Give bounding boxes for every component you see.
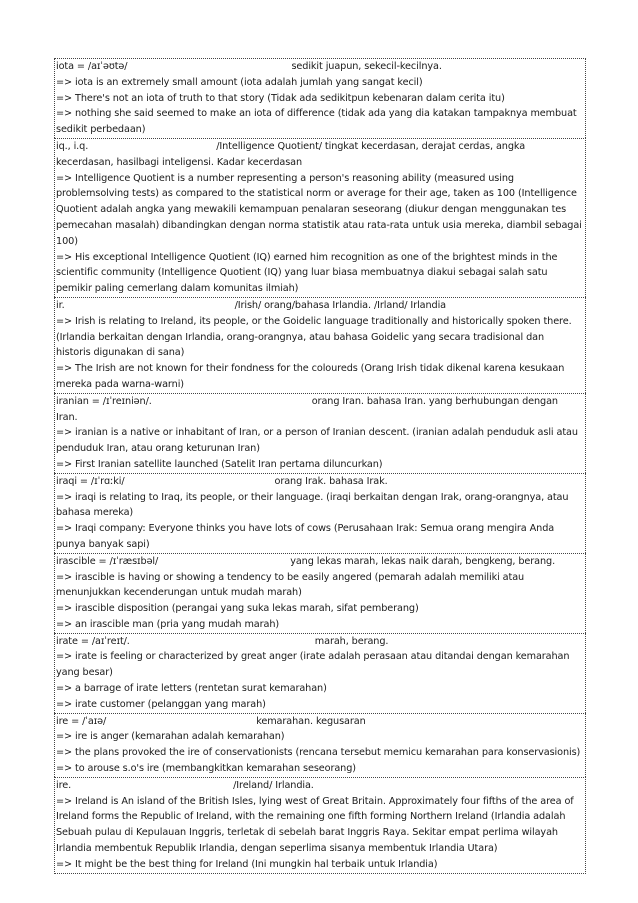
entry-text-line: problemsolving tests) as compared to the statistical norm or average for their age, taken as 100 (Intelligence	[56, 188, 577, 200]
entry-example-line: => The Irish are not known for their fondness for the coloureds (Orang Irish tidak dikenal karena kesukaan	[56, 363, 565, 375]
entry-example-line: => a barrage of irate letters (rentetan surat kemarahan)	[56, 683, 327, 695]
entry-text-line: punya banyak sapi)	[56, 538, 150, 550]
entry-text-line: kecerdasan, hasilbagi inteligensi. Kadar kecerdasan	[56, 156, 303, 168]
entry-text-line: Ireland forms the Republic of Ireland, with the remaining one fifth forming Northern Ireland (Irlandia adalah	[56, 811, 566, 823]
entry-term: iranian = /ɪˈreɪniən/.	[56, 395, 152, 407]
entry-example-line: => It might be the best thing for Ireland (Ini mungkin hal terbaik untuk Irlandia)	[56, 858, 438, 870]
entry-example-line: => irate customer (pelanggan yang marah)	[56, 698, 266, 710]
entry-text-line: Sebuah pulau di Kepulauan Inggris, terletak di sebelah barat Inggris Raya. Sekitar empat perlima wilayah	[56, 827, 558, 839]
headline-spacer	[106, 714, 256, 730]
entry-term: iq., i.q.	[56, 140, 89, 152]
headline-spacer	[152, 394, 312, 410]
dictionary-entry	[54, 713, 586, 777]
entry-translation: /Irish/ orang/bahasa Irlandia. /Irland/ Irlandia	[234, 299, 447, 311]
entry-text-line: penduduk Iran, atau orang keturunan Iran)	[56, 443, 260, 455]
entry-example-line: => irate is feeling or characterized by great anger (irate adalah perasaan atau ditandai dengan kemarahan	[56, 651, 570, 663]
dictionary-entry	[54, 138, 586, 297]
entry-text-line: sedikit perbedaan)	[56, 124, 146, 136]
entry-headline	[56, 474, 584, 490]
entry-term: iota = /aɪˈəʊtə/	[56, 61, 128, 72]
entry-example-line: => irascible is having or showing a tendency to be easily angered (pemarah adalah memiliki atau	[56, 571, 525, 583]
entry-text-line: bahasa mereka)	[56, 507, 134, 519]
entry-translation: /Intelligence Quotient/ tingkat kecerdasan, derajat cerdas, angka	[216, 140, 526, 152]
headline-spacer	[71, 778, 233, 794]
entry-example-line: => Ireland is An island of the British Isles, lying west of Great Britain. Approximately four fifths of the area of	[56, 795, 574, 807]
entry-text-line: 100)	[56, 235, 78, 247]
entry-headline	[56, 139, 584, 155]
headline-spacer	[88, 139, 216, 155]
entry-headline	[56, 554, 584, 570]
dictionary-page	[54, 58, 586, 874]
entry-text-line: historis digunakan di sana)	[56, 347, 185, 359]
entry-example-line: => an irascible man (pria yang mudah marah)	[56, 618, 280, 630]
entry-translation: yang lekas marah, lekas naik darah, bengkeng, berang.	[290, 555, 556, 567]
entry-term: ir.	[56, 299, 65, 311]
entry-translation: orang Irak. bahasa Irak.	[274, 475, 388, 487]
dictionary-entry	[54, 297, 586, 393]
entry-text-line: mereka pada warna-warni)	[56, 378, 184, 390]
entry-example-line: => There's not an iota of truth to that story (Tidak ada sedikitpun kebenaran dalam cerita itu)	[56, 92, 505, 104]
dictionary-entry	[54, 633, 586, 713]
entry-translation: /Ireland/ Irlandia.	[233, 779, 314, 791]
entry-text-line: Iran.	[56, 411, 78, 423]
dictionary-entry	[54, 777, 586, 874]
entry-text-line: pemecahan masalah) dibandingkan dengan norma statistik atau rata-rata untuk usia mereka, diambil sebagai	[56, 219, 582, 231]
entry-headline	[56, 394, 584, 410]
entry-term: ire.	[56, 779, 72, 791]
headline-spacer	[65, 298, 235, 314]
headline-spacer	[130, 634, 315, 650]
entry-example-line: => First Iranian satellite launched (Satelit Iran pertama diluncurkan)	[56, 458, 383, 470]
entry-term: irate = /aɪˈreɪt/.	[56, 635, 130, 647]
entry-translation: kemarahan. kegusaran	[256, 715, 366, 727]
entry-term: irascible = /ɪˈræsɪbəl/	[56, 555, 159, 567]
entry-text-line: (Irlandia berkaitan dengan Irlandia, orang-orangnya, atau bahasa Goidelic yang secara tradisional dan	[56, 331, 545, 343]
entry-headline	[56, 634, 584, 650]
headline-spacer	[127, 59, 291, 75]
entry-example-line: => Irish is relating to Ireland, its people, or the Goidelic language traditionally and historically spoken there.	[56, 315, 572, 327]
entry-example-line: => Intelligence Quotient is a number representing a person's reasoning ability (measured using	[56, 172, 514, 184]
entry-translation: marah, berang.	[314, 635, 389, 647]
entry-example-line: => His exceptional Intelligence Quotient (IQ) earned him recognition as one of the brightest minds in the	[56, 251, 558, 263]
entry-translation: sedikit juapun, sekecil-kecilnya.	[291, 61, 442, 72]
entry-term: iraqi = /ɪˈrɑːki/	[56, 475, 125, 487]
entry-term: ire = /ˈaɪə/	[56, 715, 107, 727]
entry-example-line: => ire is anger (kemarahan adalah kemarahan)	[56, 731, 285, 743]
entry-example-line: => the plans provoked the ire of conservationists (rencana tersebut memicu kemarahan para konservasionis)	[56, 747, 581, 759]
entry-example-line: => to arouse s.o's ire (membangkitkan kemarahan seseorang)	[56, 763, 356, 775]
entry-translation: orang Iran. bahasa Iran. yang berhubungan dengan	[311, 395, 558, 407]
entry-headline	[56, 714, 584, 730]
headline-spacer	[125, 474, 275, 490]
entry-example-line: => nothing she said seemed to make an iota of difference (tidak ada yang dia katakan tampaknya membuat	[56, 108, 577, 120]
entry-text-line: scientific community (Intelligence Quotient (IQ) yang luar biasa membuatnya diakui sebagai salah satu	[56, 267, 548, 279]
dictionary-entry	[54, 58, 586, 138]
dictionary-entry	[54, 473, 586, 553]
dictionary-entry	[54, 393, 586, 473]
entry-example-line: => Iraqi company: Everyone thinks you have lots of cows (Perusahaan Irak: Semua orang mengira Anda	[56, 523, 555, 535]
entry-text-line: Irlandia membentuk Republik Irlandia, dengan seperlima sisanya membentuk Irlandia Utara)	[56, 843, 498, 855]
entry-headline	[56, 778, 584, 794]
entry-text-line: pemikir paling cemerlang dalam komunitas ilmiah)	[56, 283, 299, 295]
entry-example-line: => iraqi is relating to Iraq, its people, or their language. (iraqi berkaitan dengan Irak, orang-orangnya, atau	[56, 491, 569, 503]
entry-text-line: menunjukkan kecenderungan untuk mudah marah)	[56, 587, 302, 599]
entry-example-line: => iota is an extremely small amount (iota adalah jumlah yang sangat kecil)	[56, 76, 423, 88]
dictionary-entry	[54, 553, 586, 633]
entry-headline	[56, 59, 584, 75]
entry-example-line: => iranian is a native or inhabitant of Iran, or a person of Iranian descent. (iranian adalah penduduk asli atau	[56, 427, 578, 439]
entry-text-line: yang besar)	[56, 667, 113, 679]
entry-text-line: Quotient adalah angka yang mewakili kemampuan penalaran seseorang (diukur dengan menggunakan tes	[56, 204, 567, 216]
entry-example-line: => irascible disposition (perangai yang suka lekas marah, sifat pemberang)	[56, 603, 419, 615]
headline-spacer	[158, 554, 290, 570]
entry-headline	[56, 298, 584, 314]
